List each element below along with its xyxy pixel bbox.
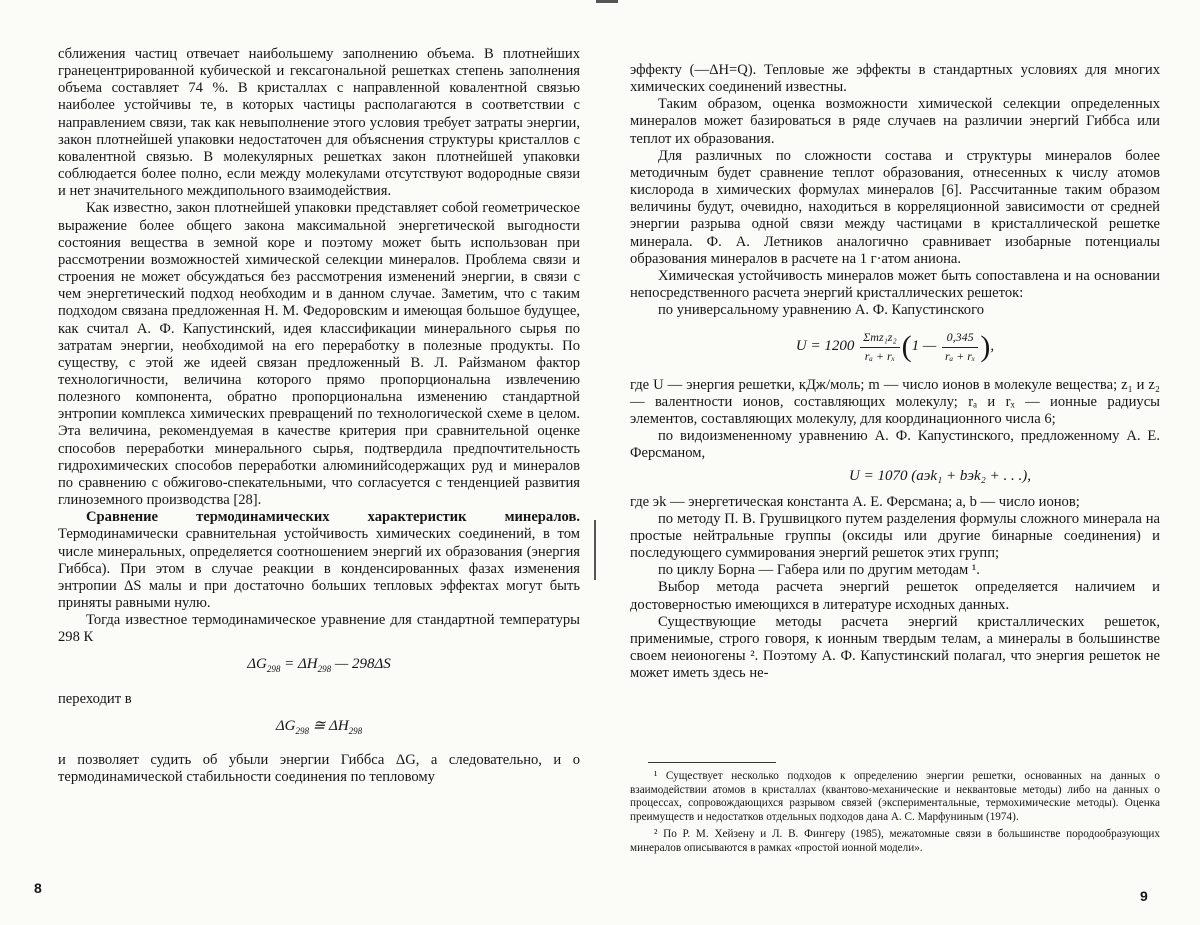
formula-subscript: 298 [317, 664, 332, 675]
formula-subscript: 298 [266, 664, 281, 675]
paragraph: Химическая устойчивость минералов может быть сопоставлена и на основании непосредственного расчета энергий кристаллических решеток: [630, 267, 1160, 302]
left-text-column [58, 46, 580, 786]
paragraph: Таким образом, оценка возможности химической селекции определенных минералов может базироваться в ряде случаев на различии энергий Гиббса или теплот их образования. [630, 96, 1160, 147]
formula-term: = ΔH [280, 656, 318, 673]
right-page [600, 0, 1200, 925]
paragraph: по универсальному уравнению А. Ф. Капустинского [658, 302, 984, 319]
fraction [860, 329, 899, 364]
paragraph: Тогда известное термодинамическое уравнение для стандартной температуры 298 К [58, 612, 580, 646]
paragraph: Выбор метода расчета энергий решеток определяется наличием и достоверностью имеющихся в литературе исходных данных. [630, 579, 1160, 613]
formula-subscript: 298 [295, 725, 309, 736]
paragraph-text: Термодинамически сравнительная устойчивость химических соединений, в том числе минеральных, определяется соотношением энергий их образования (энергия Гиббса). При этом в случае реакции в конденсированных фазах изменения энтропии ΔS малы и при достаточно больших тепловых эффектах могут быть приняты равными нулю. [58, 526, 580, 611]
section-heading: Сравнение термодинамических характеристик минералов. [86, 509, 580, 526]
fraction-denominator: rₐ + rₓ [944, 348, 976, 363]
paragraph: где эk — энергетическая константа А. Е. Ферсмана; a, b — число ионов; [630, 493, 1080, 510]
paragraph [58, 509, 580, 612]
right-text-column [630, 62, 1160, 682]
paragraph: сближения частиц отвечает наибольшему заполнению объема. В плотнейших гранецентрированной кубической и гексагональной решетках степень заполнения объема составляет 74 %. В кристаллах с направленной ковалентной связью наиболее устойчивы те, в которых частицы располагаются в соответствии с направлением связи, так как невыполнение этого условия требует затраты энергии, закон плотнейшей упаковки недостаточен для объяснения структуры кристаллов с ковалентной связью. В молекулярных решетках закон плотнейшей упаковки соблюдается более полно, если между молекулами отсутствуют водородные связи и нет значительного междипольного взаимодействия. [58, 46, 580, 200]
kapustinsky-equation: U = 1200 $\frac{\text{Σmz₁z₂}}{\text{rₐ + rₓ}}$ (1 — $\frac{0,345}{\text{rₐ + rₓ}}$ ), [795, 330, 995, 364]
formula-term: U = 1200 [795, 338, 859, 355]
formula-term: ≅ ΔH [308, 717, 349, 734]
paragraph: эффекту (—ΔH=Q). Тепловые же эффекты в стандартных условиях для многих химических соединений известны. [630, 62, 1160, 96]
formula-term: ΔG [275, 717, 296, 734]
fraction-denominator: rₐ + rₓ [864, 348, 896, 363]
paragraph: по видоизмененному уравнению А. Ф. Капустинского, предложенному А. Е. Ферсманом, [630, 428, 1160, 462]
paragraph: и позволяет судить об убыли энергии Гиббса ΔG, а следовательно, и о термодинамической стабильности соединения по тепловому [58, 751, 580, 786]
paragraph: где U — энергия решетки, кДж/моль; m — число ионов в молекуле вещества; z₁ и z₂ — валентности ионов, составляющих молекулу; rₐ и rₓ — ионные радиусы элементов, составляющих молекулу, для координационного числа 6; [630, 376, 1160, 427]
approx-equation [58, 718, 580, 740]
footnotes [630, 770, 1160, 860]
paragraph: по методу П. В. Грушвицкого путем разделения формулы сложного минерала на простые нейтральные группы (оксиды или другие бинарные соединения) и последующего суммирования энергий решеток этих групп; [630, 510, 1160, 562]
fraction [942, 329, 978, 364]
gibbs-equation [58, 656, 580, 678]
formula-subscript: 298 [348, 725, 363, 736]
page-number: 8 [34, 880, 42, 896]
formula-term: — 298ΔS [331, 656, 391, 673]
formula-term: , [990, 338, 995, 355]
paragraph: Как известно, закон плотнейшей упаковки представляет собой геометрическое выражение более общего закона максимальной энергетической выгодности состояния вещества в земной коре и поэтому может быть использован при рассмотрении возможностей химической селекции минералов. Проблема связи и строения не может обсуждаться без рассмотрения изменений энергии, в связи с чем энергетический подход необходим и в данном случае. Заметим, что с таким подходом связана предложенная Н. М. Федоровским и имеющая большое будущее, как считал А. Ф. Капустинский, идея классификации минерального сырья по затратам энергии, необходимой на его переработку в полезные продукты. По существу, с этой же идеей связан предложенный В. Л. Райзманом фактор технологичности, величина которого прямо пропорциональна извлечению полезного компонента, обратно пропорциональна изменению стандартной энтропии комплекса химических превращений по технологической схеме в целом. Эта величина, рекомендуемая в качестве критерия при сравнительной оценке способов переработки минерального сырья, подтвердила предпочтительность гидрохимических способов переработки алюминийсодержащих руд и минералов по сравнению с обжигово-спекательными, что согласуется с тенденцией развития глиноземного производства [28]. [58, 200, 580, 509]
fraction-numerator: 0,345 [942, 329, 978, 347]
footnote: ¹ Существует несколько подходов к определению энергии решетки, основанных на данных о взаимодействии атомов в кристаллах (квантово-механические и неквантовые методы) либо на данных о процессах, сопровождающихся разрывом связей (экспериментальные, термохимические методы). Оценка преимуществ и недостатков отдельных подходов дана А. С. Марфуниным (1974). [630, 770, 1160, 823]
paragraph: Существующие методы расчета энергий кристаллических решеток, применимые, строго говоря, к ионным твердым телам, а минералы в большинстве своем неионогены ². Поэтому А. Ф. Капустинский полагал, что энергия решеток не может иметь здесь не- [630, 613, 1160, 682]
fraction-numerator: Σmz₁z₂ [860, 329, 899, 347]
paragraph: переходит в [58, 690, 132, 707]
paragraph: Для различных по сложности состава и структуры минералов более методичным будет сравнение теплот образования, отнесенных к числу атомов кислорода в химических формулах минералов [6]. Рассчитанные таким образом величины будут, очевидно, находиться в корреляционной зависимости от средней энергии разрыва одной связи между частицами в кристаллической решетке минерала. Ф. А. Летников аналогично сравнивает изобарные потенциалы образования минералов в расчете на 1 г·атом аниона. [630, 147, 1160, 267]
spine-shadow [594, 520, 596, 580]
fersman-equation: U = 1070 (aэk₁ + bэk₂ + . . .), [849, 468, 1031, 485]
formula-term: ΔG [247, 656, 267, 673]
footnote: ² По Р. М. Хейзену и Л. В. Фингеру (1985), межатомные связи в большинстве породообразующих минералов описываются в рамках «простой ионной модели». [630, 828, 1160, 854]
paragraph: по циклу Борна — Габера или по другим методам ¹. [658, 562, 980, 579]
page-number: 9 [1140, 888, 1148, 904]
formula-term: 1 — [911, 338, 940, 355]
footnote-divider [648, 762, 776, 763]
